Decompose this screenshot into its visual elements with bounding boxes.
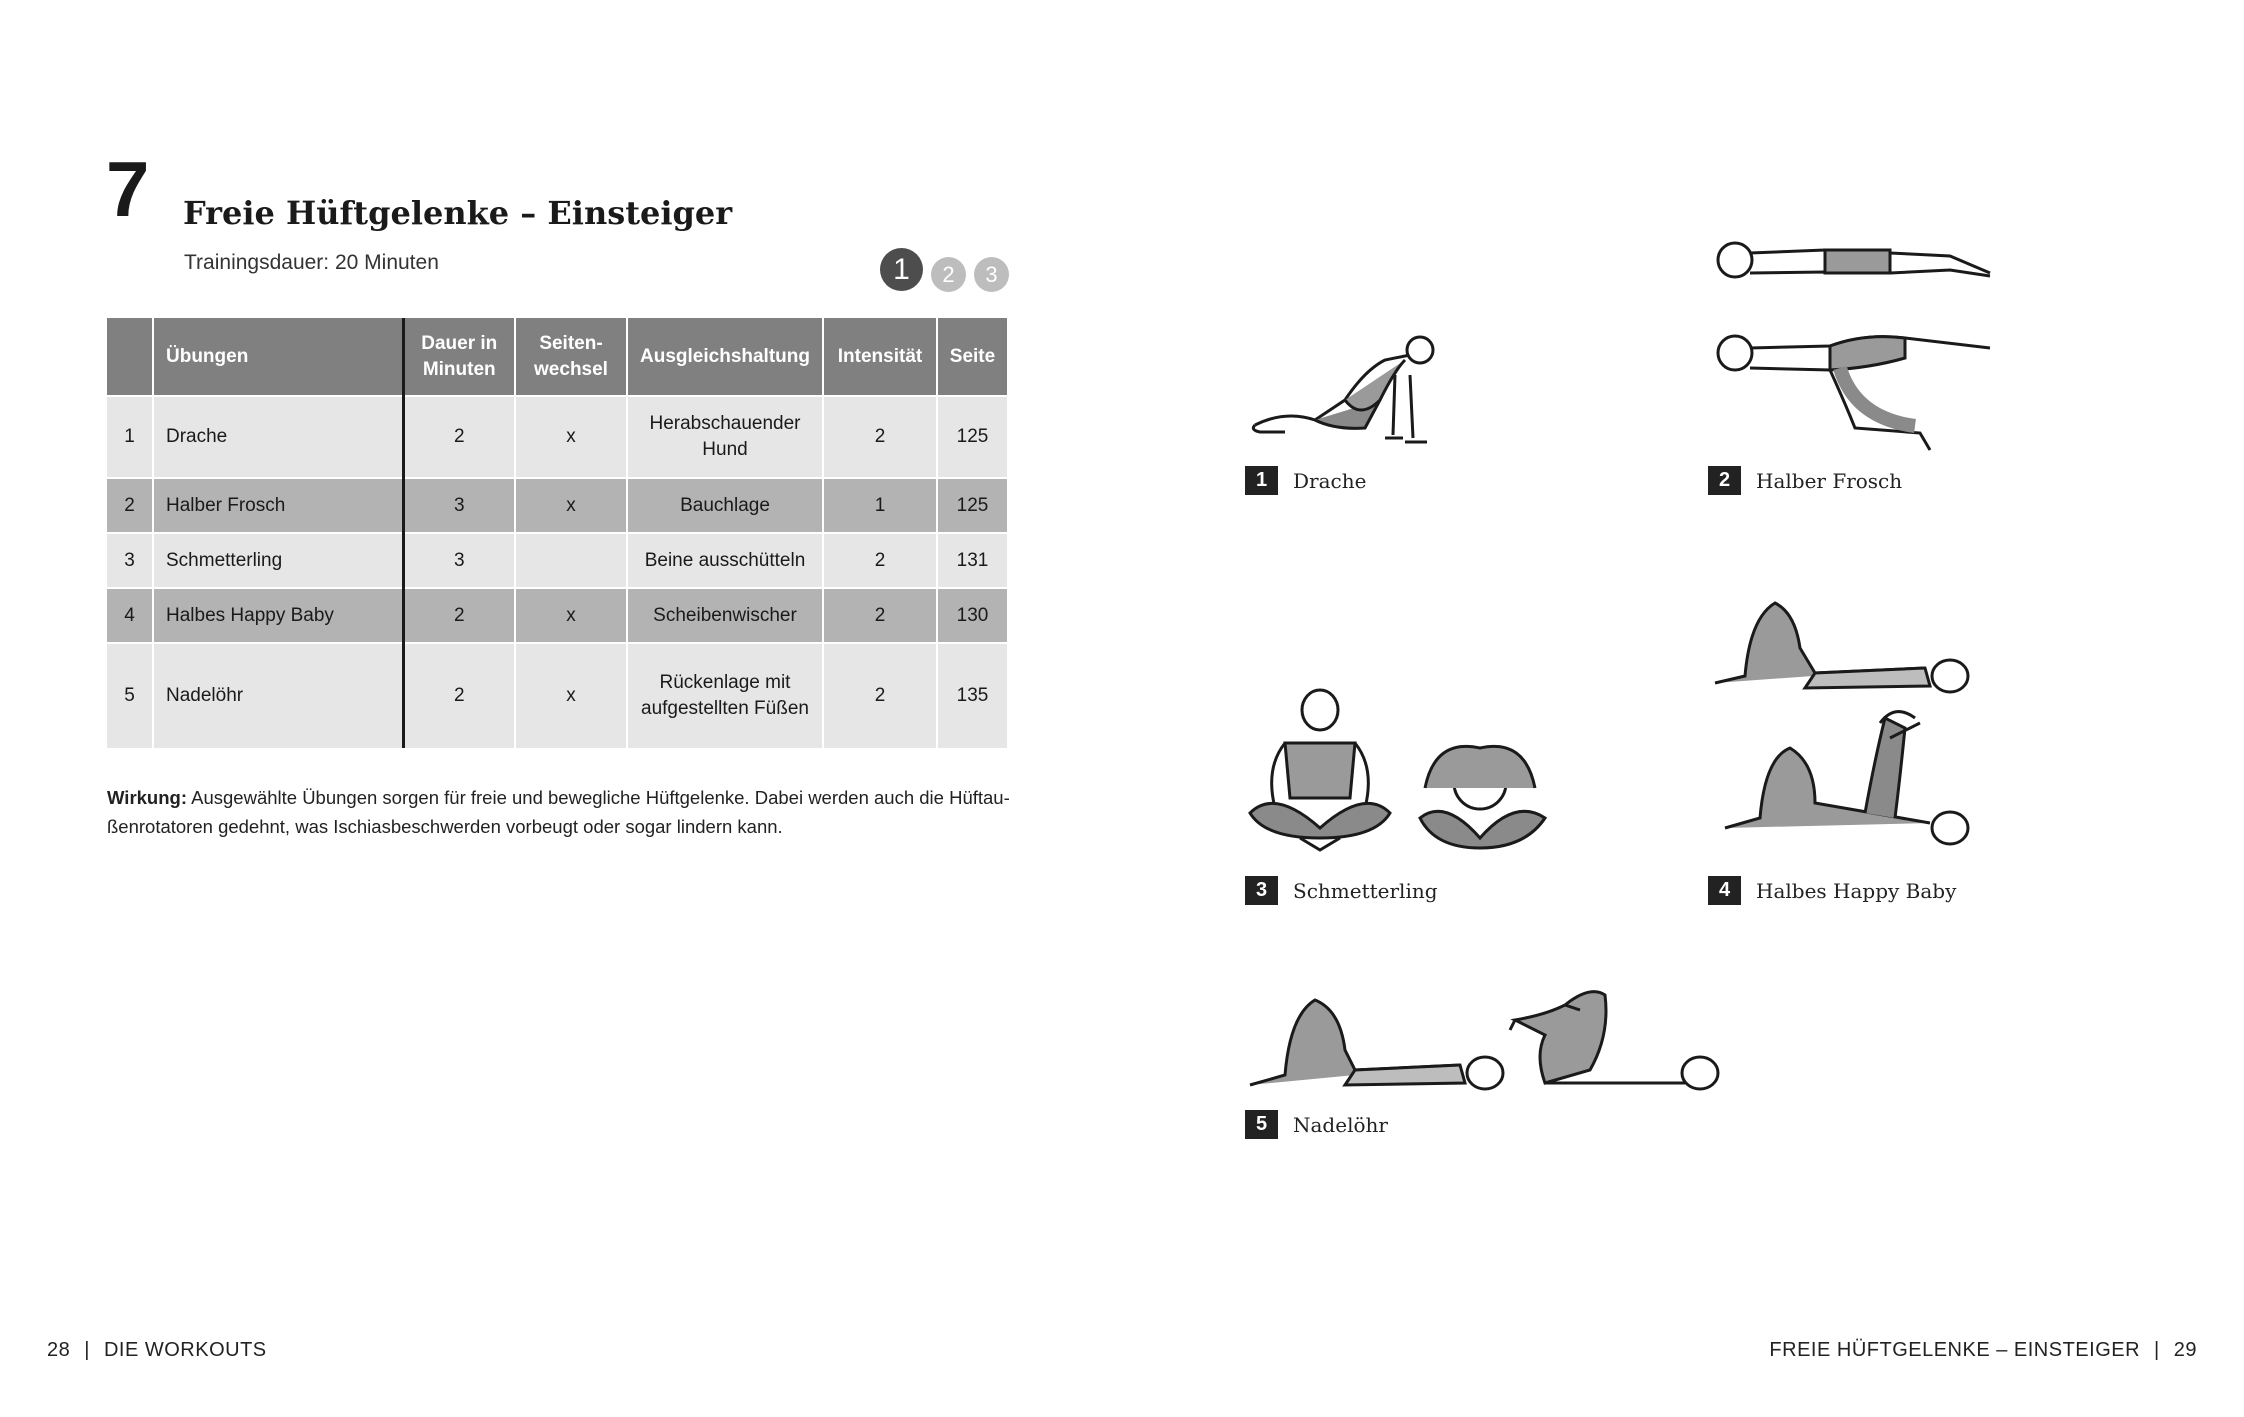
row-page: 125	[937, 478, 1007, 533]
row-counter-pose: Bauchlage	[627, 478, 823, 533]
row-duration: 3	[403, 533, 515, 588]
row-counter-pose: Scheibenwischer	[627, 588, 823, 643]
table-row	[107, 396, 1007, 478]
header-counter-pose: Ausgleichshaltung	[627, 318, 823, 396]
row-num: 3	[107, 533, 153, 588]
exercise-number-badge: 5	[1245, 1110, 1278, 1139]
row-exercise: Schmetterling	[153, 533, 403, 588]
header-intensity: Intensität	[823, 318, 937, 396]
table-header-row	[107, 318, 1007, 396]
right-section-title: FREIE HÜFTGELENKE – EINSTEIGER	[1769, 1339, 2141, 1361]
row-duration: 3	[403, 478, 515, 533]
row-num: 1	[107, 396, 153, 478]
exercise-label: Nadelöhr	[1293, 1112, 1388, 1137]
exercise-label: Schmetterling	[1293, 878, 1438, 903]
row-intensity: 2	[823, 588, 937, 643]
table-row	[107, 533, 1007, 588]
header-page: Seite	[937, 318, 1007, 396]
row-exercise: Halber Frosch	[153, 478, 403, 533]
row-exercise: Halbes Happy Baby	[153, 588, 403, 643]
header-num	[107, 318, 153, 396]
row-duration: 2	[403, 396, 515, 478]
row-page: 125	[937, 396, 1007, 478]
level-1-indicator: 1	[880, 248, 923, 291]
level-3-indicator: 3	[974, 257, 1009, 292]
footer-separator: |	[2154, 1339, 2160, 1361]
training-duration: Trainingsdauer: 20 Minuten	[184, 251, 439, 274]
footer-left	[47, 1339, 267, 1362]
effect-text: Ausgewählte Übungen sorgen für freie und bewegliche Hüftgelenke. Dabei werden auch die Hüftaußenrotatoren gedehnt, was Ischiasbeschwerden vorbeugt oder sogar lindern kann.	[107, 787, 1010, 837]
effect-label: Wirkung:	[107, 787, 187, 808]
right-page-number: 29	[2173, 1339, 2197, 1361]
footer-separator: |	[84, 1339, 90, 1361]
exercise-caption-2	[1708, 466, 1902, 495]
row-num: 2	[107, 478, 153, 533]
row-side-change: x	[515, 478, 627, 533]
row-duration: 2	[403, 643, 515, 748]
row-num: 5	[107, 643, 153, 748]
exercise-number-badge: 1	[1245, 466, 1278, 495]
row-page: 131	[937, 533, 1007, 588]
exercise-caption-3	[1245, 876, 1438, 905]
row-intensity: 2	[823, 396, 937, 478]
header-exercise: Übungen	[153, 318, 403, 396]
row-intensity: 1	[823, 478, 937, 533]
left-section-title: DIE WORKOUTS	[103, 1339, 267, 1361]
row-side-change: x	[515, 643, 627, 748]
exercise-caption-1	[1245, 466, 1366, 495]
row-page: 130	[937, 588, 1007, 643]
row-duration: 2	[403, 588, 515, 643]
footer-right	[1769, 1339, 2197, 1362]
page-title: Freie Hüftgelenke – Einsteiger	[183, 194, 733, 232]
effect-paragraph	[107, 783, 1012, 841]
exercise-label: Halber Frosch	[1756, 468, 1903, 493]
row-num: 4	[107, 588, 153, 643]
row-exercise: Drache	[153, 396, 403, 478]
row-exercise: Nadelöhr	[153, 643, 403, 748]
row-page: 135	[937, 643, 1007, 748]
row-side-change: x	[515, 396, 627, 478]
row-intensity: 2	[823, 533, 937, 588]
drache-illustration	[1245, 330, 1445, 455]
table-row	[107, 588, 1007, 643]
table-row	[107, 478, 1007, 533]
level-2-indicator: 2	[931, 257, 966, 292]
halbes-happy-baby-illustration	[1705, 588, 1985, 863]
exercise-caption-4	[1708, 876, 1956, 905]
exercise-label: Halbes Happy Baby	[1756, 878, 1957, 903]
exercise-caption-5	[1245, 1110, 1388, 1139]
row-side-change: x	[515, 588, 627, 643]
nadeloehr-illustration	[1245, 975, 1730, 1100]
row-counter-pose: Herabschauender Hund	[627, 396, 823, 478]
row-intensity: 2	[823, 643, 937, 748]
table-row	[107, 643, 1007, 748]
header-side-change: Seiten-wechsel	[515, 318, 627, 396]
schmetterling-illustration	[1245, 688, 1565, 858]
exercise-number-badge: 3	[1245, 876, 1278, 905]
row-counter-pose: Rückenlage mit aufgestellten Füßen	[627, 643, 823, 748]
header-duration: Dauer in Minuten	[403, 318, 515, 396]
left-page-number: 28	[47, 1339, 71, 1361]
exercise-label: Drache	[1293, 468, 1367, 493]
halber-frosch-illustration	[1705, 228, 1995, 458]
exercise-number-badge: 4	[1708, 876, 1741, 905]
row-side-change	[515, 533, 627, 588]
row-counter-pose: Beine ausschütteln	[627, 533, 823, 588]
exercise-number-badge: 2	[1708, 466, 1741, 495]
workout-number: 7	[106, 145, 150, 233]
workout-table	[107, 318, 1007, 748]
